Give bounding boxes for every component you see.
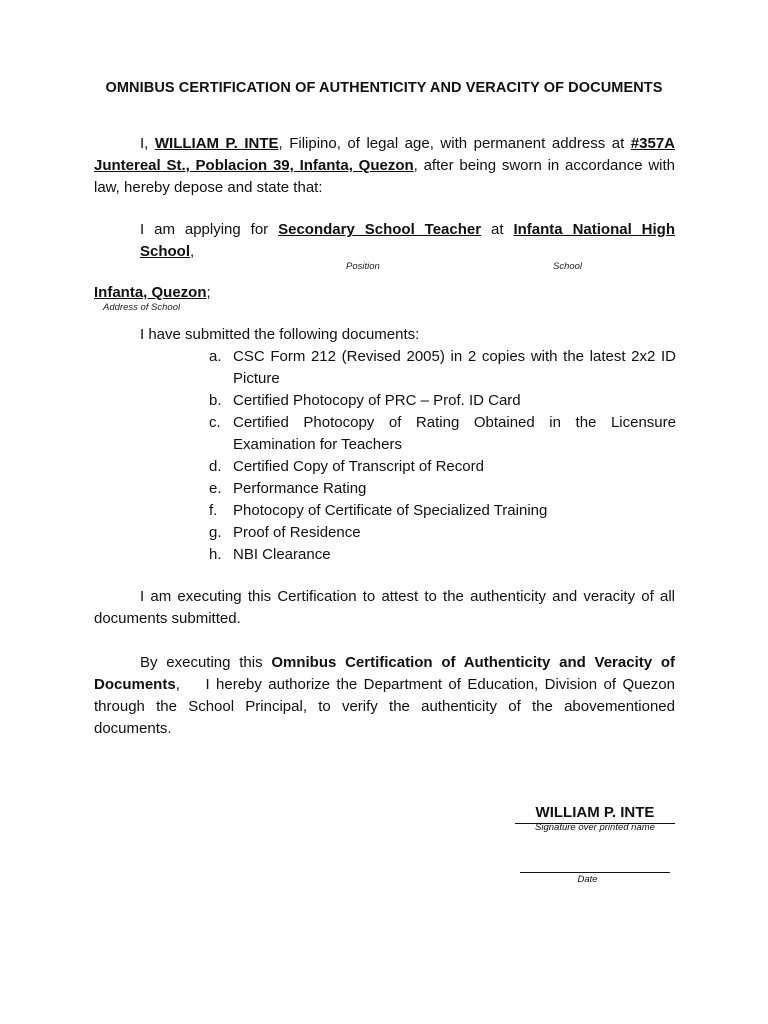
apply-text-1: I am applying for xyxy=(140,221,279,238)
list-item-text: CSC Form 212 (Revised 2005) in 2 copies with the latest 2x2 ID Picture xyxy=(233,348,676,387)
applied-school: Infanta National High School xyxy=(140,221,675,260)
list-item-text: Performance Rating xyxy=(233,480,367,497)
list-item xyxy=(186,500,676,522)
school-address-line xyxy=(94,282,211,304)
list-item-text: Certified Copy of Transcript of Record xyxy=(233,458,484,475)
list-item-text: Proof of Residence xyxy=(233,524,361,541)
school-caption: School xyxy=(553,261,583,272)
date-caption: Date xyxy=(577,874,598,885)
authorize-text-1: By executing this xyxy=(140,654,272,671)
authorize-paragraph xyxy=(94,652,680,740)
list-item xyxy=(186,522,676,544)
list-item xyxy=(186,390,676,412)
list-item xyxy=(186,478,676,500)
list-item-text: Certified Photocopy of Rating Obtained in the Licensure Examination for Teachers xyxy=(233,414,676,453)
date-line xyxy=(520,872,670,873)
apply-text-3: , xyxy=(190,243,195,260)
applicant-address: #357A Juntereal St., Poblacion 39, Infanta, Quezon xyxy=(94,135,675,174)
intro-text-1: I, xyxy=(140,135,155,152)
applicant-name: WILLIAM P. INTE xyxy=(154,135,279,152)
intro-text-3: , after being sworn in accordance with law, hereby depose and state that: xyxy=(94,157,675,196)
list-item-text: NBI Clearance xyxy=(233,546,331,563)
list-marker: b. xyxy=(209,392,222,409)
position-caption: Position xyxy=(346,261,380,272)
list-item xyxy=(186,544,676,566)
intro-paragraph xyxy=(94,133,675,199)
list-marker: d. xyxy=(209,458,222,475)
submitted-intro: I have submitted the following documents: xyxy=(140,326,420,343)
applied-position: Secondary School Teacher xyxy=(278,221,482,238)
list-marker: c. xyxy=(209,414,221,431)
signature-caption: Signature over printed name xyxy=(535,822,655,833)
list-item-text: Photocopy of Certificate of Specialized Training xyxy=(233,502,548,519)
signature-printed-name: WILLIAM P. INTE xyxy=(515,803,675,824)
school-address: Infanta, Quezon xyxy=(94,284,207,301)
list-marker: h. xyxy=(209,546,222,563)
applying-statement xyxy=(140,219,675,263)
list-item xyxy=(186,412,676,456)
list-item-text: Certified Photocopy of PRC – Prof. ID Card xyxy=(233,392,521,409)
list-marker: a. xyxy=(209,348,222,365)
documents-list xyxy=(186,346,676,566)
address-of-school-caption: Address of School xyxy=(103,302,181,313)
executing-paragraph: I am executing this Certification to attest to the authenticity and veracity of all documents submitted. xyxy=(94,588,675,627)
document-title: OMNIBUS CERTIFICATION OF AUTHENTICITY AND VERACITY OF DOCUMENTS xyxy=(105,80,663,96)
intro-text-2: , Filipino, of legal age, with permanent address at xyxy=(278,135,631,152)
list-marker: e. xyxy=(209,480,222,497)
certification-name: Omnibus Certification of Authenticity and Veracity of Documents xyxy=(94,654,675,693)
school-address-suffix: ; xyxy=(206,284,211,301)
list-marker: g. xyxy=(209,524,222,541)
authorize-text-2: , I hereby authorize the Department of Education, Division of Quezon through the School Principal, to verify the authenticity of the abovementioned documents. xyxy=(94,676,680,737)
list-item xyxy=(186,456,676,478)
list-marker: f. xyxy=(209,502,218,519)
apply-text-2: at xyxy=(481,221,514,238)
list-item xyxy=(186,346,676,390)
